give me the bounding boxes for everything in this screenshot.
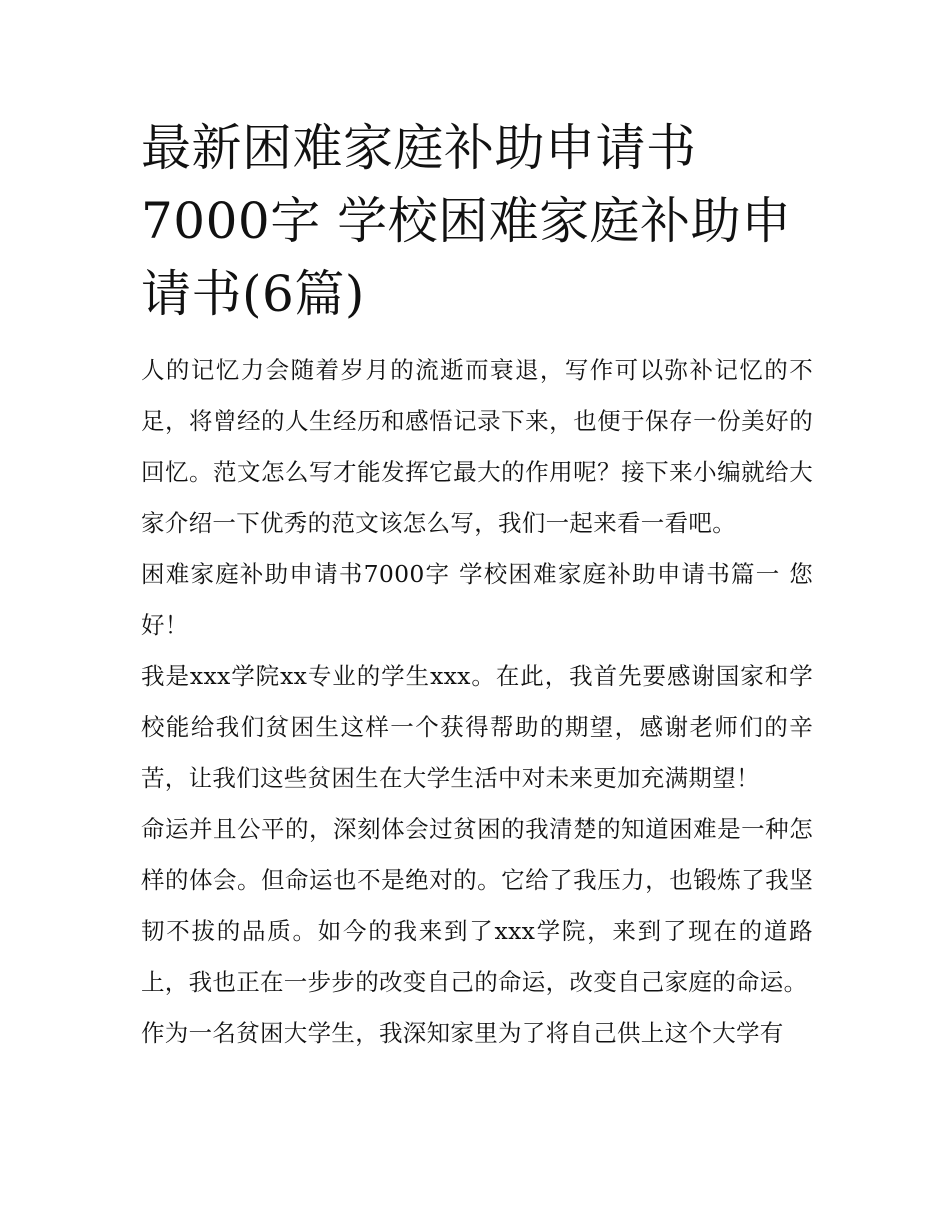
body-paragraph: 命运并且公平的，深刻体会过贫困的我清楚的知道困难是一种怎样的体会。但命运也不是绝对的。它给了我压力，也锻炼了我坚韧不拔的品质。如今的我来到了xxx学院，来到了现在的道路上，我也正在一步步的改变自己的命运，改变自己家庭的命运。	[141, 815, 813, 996]
body-paragraph: 我是xxx学院xx专业的学生xxx。在此，我首先要感谢国家和学校能给我们贫困生这样一个获得帮助的期望，感谢老师们的辛苦，让我们这些贫困生在大学生活中对未来更加充满期望！	[141, 662, 813, 792]
intro-paragraph: 人的记忆力会随着岁月的流逝而衰退，写作可以弥补记忆的不足，将曾经的人生经历和感悟记录下来，也便于保存一份美好的回忆。范文怎么写才能发挥它最大的作用呢？接下来小编就给大家介绍一下优秀的范文该怎么写，我们一起来看一看吧。	[141, 356, 813, 537]
document-content	[141, 112, 813, 1059]
section-heading-paragraph: 困难家庭补助申请书7000字 学校困难家庭补助申请书篇一 您好！	[141, 560, 813, 639]
document-title: 最新困难家庭补助申请书7000字 学校困难家庭补助申请书(6篇)	[141, 119, 792, 323]
body-paragraph: 作为一名贫困大学生，我深知家里为了将自己供上这个大学有	[141, 1019, 784, 1047]
